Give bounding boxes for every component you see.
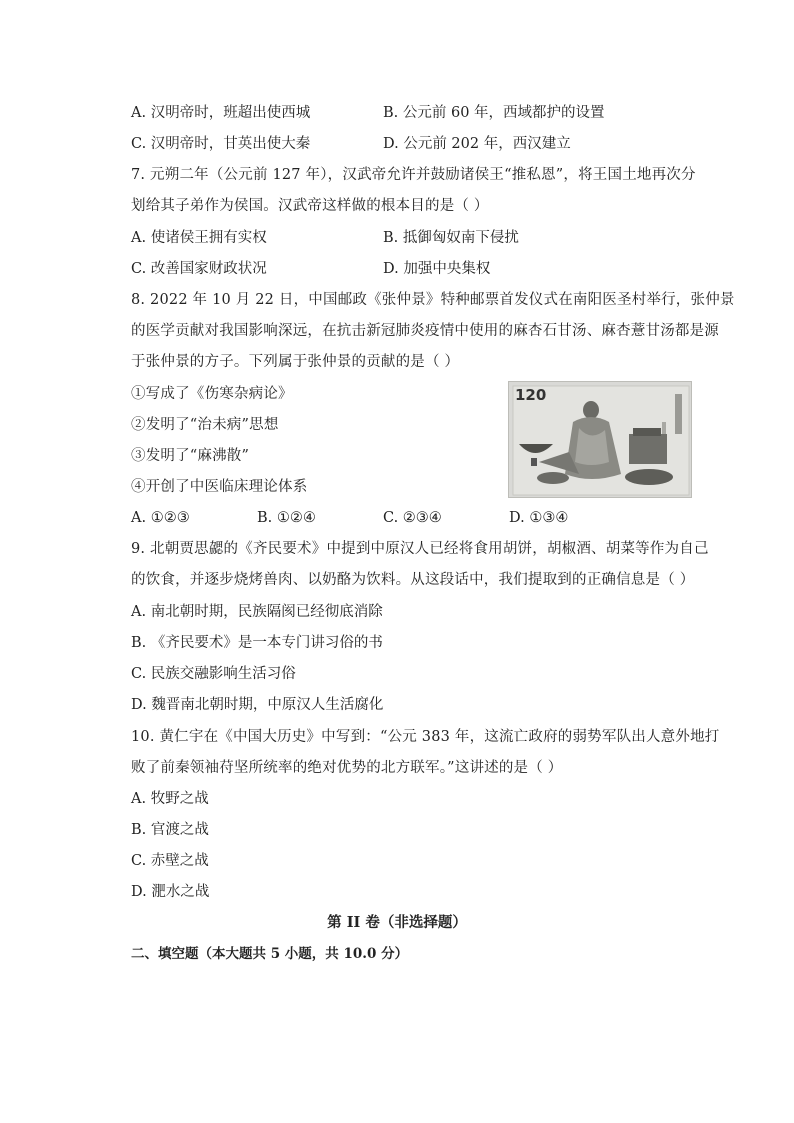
q8-option-d: D. ①③④ (509, 510, 569, 526)
q8-option-c: C. ②③④ (383, 510, 442, 526)
q9-option-a: A. 南北朝时期，民族隔阂已经彻底消除 (131, 604, 383, 620)
q8-stem-line3: 于张仲景的方子。下列属于张仲景的贡献的是（ ） (131, 354, 460, 370)
q9-stem-line2: 的饮食，并逐步烧烤兽肉、以奶酪为饮料。从这段话中，我们提取到的正确信息是（ ） (131, 572, 695, 588)
q6-option-a: A. 汉明帝时，班超出使西城 (131, 105, 311, 121)
q7-option-d: D. 加强中央集权 (383, 261, 491, 277)
q9-option-d: D. 魏晋南北朝时期，中原汉人生活腐化 (131, 697, 384, 713)
part2-title: 第 II 卷（非选择题） (327, 914, 467, 931)
q10-option-a: A. 牧野之战 (131, 791, 209, 807)
q8-item-2: ②发明了“治未病”思想 (131, 417, 279, 433)
q7-option-a: A. 使诸侯王拥有实权 (131, 230, 267, 246)
q8-item-4: ④开创了中医临床理论体系 (131, 479, 308, 495)
part2-subtitle: 二、填空题（本大题共 5 小题，共 10.0 分） (131, 946, 409, 962)
q7-stem-line1: 7. 元朔二年（公元前 127 年），汉武帝允许并鼓励诸侯王“推私恩”，将王国土地再次分 (131, 167, 696, 183)
q10-stem-line2: 败了前秦领袖苻坚所统率的绝对优势的北方联军。”这讲述的是（ ） (131, 760, 563, 776)
q8-item-3: ③发明了“麻沸散” (131, 448, 250, 464)
q10-option-b: B. 官渡之战 (131, 822, 209, 838)
q9-stem-line1: 9. 北朝贾思勰的《齐民要术》中提到中原汉人已经将食用胡饼，胡椒酒、胡菜等作为自己 (131, 541, 709, 557)
stamp-denomination: 120 (515, 386, 547, 404)
q7-stem-line2: 划给其子弟作为侯国。汉武帝这样做的根本目的是（ ） (131, 198, 489, 214)
q10-option-c: C. 赤壁之战 (131, 853, 209, 869)
q9-option-c: C. 民族交融影响生活习俗 (131, 666, 296, 682)
q6-option-b: B. 公元前 60 年，西域都护的设置 (383, 105, 605, 121)
q6-option-d: D. 公元前 202 年，西汉建立 (383, 136, 571, 152)
q7-option-c: C. 改善国家财政状况 (131, 261, 267, 277)
q8-item-1: ①写成了《伤寒杂病论》 (131, 386, 293, 402)
q7-option-b: B. 抵御匈奴南下侵扰 (383, 230, 519, 246)
q10-option-d: D. 淝水之战 (131, 884, 210, 900)
q9-option-b: B. 《齐民要术》是一本专门讲习俗的书 (131, 635, 383, 651)
q10-stem-line1: 10. 黄仁宇在《中国大历史》中写到：“公元 383 年，这流亡政府的弱势军队出人意外地打 (131, 729, 720, 745)
zhang-zhongjing-stamp-image (508, 381, 692, 498)
q6-option-c: C. 汉明帝时，甘英出使大秦 (131, 136, 311, 152)
q8-option-b: B. ①②④ (257, 510, 316, 526)
q8-stem-line2: 的医学贡献对我国影响深远，在抗击新冠肺炎疫情中使用的麻杏石甘汤、麻杏薏甘汤都是源 (131, 323, 719, 339)
q8-stem-line1: 8. 2022 年 10 月 22 日，中国邮政《张仲景》特种邮票首发仪式在南阳医圣村举行，张仲景 (131, 292, 735, 308)
q8-option-a: A. ①②③ (131, 510, 190, 526)
